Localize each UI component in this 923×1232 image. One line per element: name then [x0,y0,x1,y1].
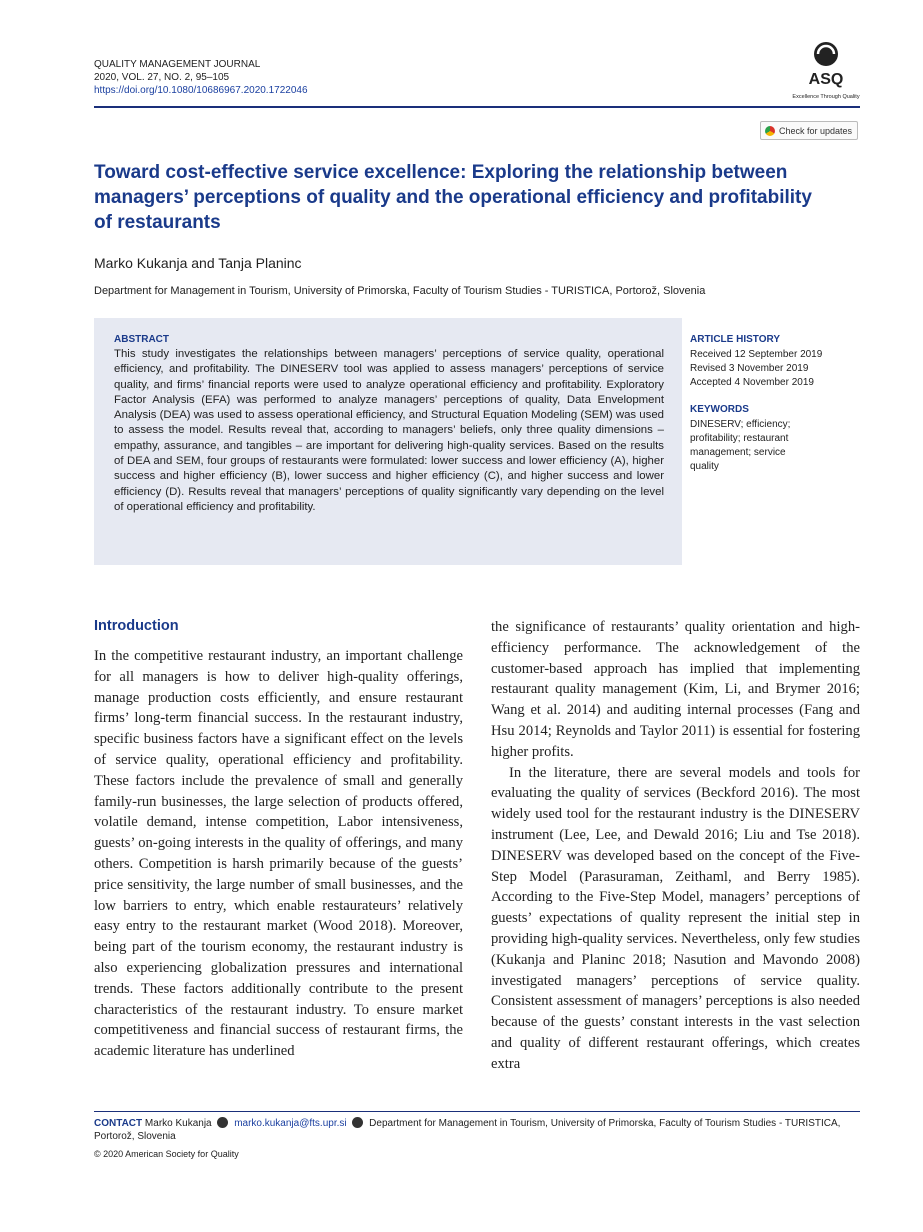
received-date: Received 12 September 2019 [690,349,823,360]
journal-name: QUALITY MANAGEMENT JOURNAL [94,59,261,70]
check-updates-button[interactable] [760,121,858,140]
authors: Marko Kukanja and Tanja Planinc [94,255,302,271]
doi-link[interactable]: https://doi.org/10.1080/10686967.2020.1722046 [94,85,308,96]
abstract-text: This study investigates the relationships between managers’ perceptions of service quality, operational efficiency, and profitability. The DINESERV tool was applied to assess managers’ perceptions of service quality, and firms’ financial reports were used to analyze operational efficiency and profitability. Exploratory Factor Analysis (EFA) was performed to analyze managers’ perceptions of quality, Data Envelopment Analysis (DEA) was used to assess operational efficiency, and Structural Equation Modeling (SEM) was used to assess the model. Results reveal that, according to managers’ beliefs, only three quality dimensions – empathy, assurance, and tangibles – are important for delivering high-quality services. Based on the results of DEA and SEM, four groups of restaurants were formulated: lower success and lower efficiency (A), higher success and higher efficiency (B), lower success and higher efficiency (C), and higher success and lower efficiency (D). Results reveal that managers’ perceptions of quality significantly vary depending on the level of operational efficiency and profitability. [114,348,664,513]
revised-date: Revised 3 November 2019 [690,363,809,374]
address-icon [352,1117,363,1128]
article-title: Toward cost-effective service excellence: Exploring the relationship between managers’ perceptions of quality and the operational efficiency and profitability of restaurants [94,162,812,233]
asq-logo [792,40,860,104]
check-updates-label: Check for updates [779,125,853,136]
copyright: © 2020 American Society for Quality [94,1149,239,1159]
logo-text: ASQ [808,71,844,88]
journal-header [94,58,308,97]
contact-label: CONTACT [94,1118,143,1129]
article-history-heading: ARTICLE HISTORY [690,334,781,345]
email-icon [217,1117,228,1128]
body-column-right [491,617,860,1075]
affiliation: Department for Management in Tourism, University of Primorska, Faculty of Tourism Studies - TURISTICA, Portorož, Slovenia [94,285,706,297]
contact-footer [94,1117,860,1143]
accepted-date: Accepted 4 November 2019 [690,377,814,388]
paragraph: In the competitive restaurant industry, an important challenge for all managers is how to deliver high-quality offerings, manage production costs efficiently, and ensure restaurant firms’ long-term financial success. In the restaurant industry, specific business factors have a significant effect on the levels of service quality, operational efficiency and profitability. These factors include the prevalence of small and generally family-run businesses, the large selection of products offered, volatile demand, intense competition, Labor intensiveness, guests’ on-going interests in the quality of offerings, and many others. Competition is harsh primarily because of the guests’ price sensitivity, the large number of small businesses, and the low barriers to entry, which enable restaurateurs’ relatively easy entry to the restaurant market (Wood 2018). Moreover, being part of the tourism economy, the restaurant industry is also experiencing globalization pressures and international trends. These factors additionally contribute to the present characteristics of the restaurant industry. To ensure market competitiveness and financial success of restaurant firms, the academic literature has underlined [94,648,463,1060]
keywords-heading: KEYWORDS [690,404,749,415]
logo-tagline: Excellence Through Quality [792,94,860,100]
intro-heading: Introduction [94,618,179,634]
contact-address: Department for Management in Tourism, University of Primorska, Faculty of Tourism Studies - TURISTICA, Portorož, Slovenia [94,1118,841,1142]
header-rule [94,106,860,108]
abstract-heading: ABSTRACT [114,334,169,345]
contact-email[interactable]: marko.kukanja@fts.upr.si [234,1118,347,1129]
paragraph: the significance of restaurants’ quality orientation and high-efficiency performance. The acknowledgement of the customer-based approach has implied that implementing restaurant quality management (Kim, Li, and Brymer 2016; Wang et al. 2014) and auditing internal processes (Fang and Hsu 2014; Reynolds and Taylor 2011) is essential for fostering higher profits. [491,619,860,760]
paragraph: In the literature, there are several models and tools for evaluating the quality of services (Beckford 2016). The most widely used tool for the restaurant industry is the DINESERV instrument (Lee, Lee, and Dewald 2016; Liu and Tse 2018). DINESERV was developed based on the concept of the Five-Step Model (Parasuraman, Zeithaml, and Berry 1985). According to the Five-Step Model, managers’ perceptions of guests’ expectations of quality represent the initial step in providing high-quality services. Nevertheless, only few studies (Kukanja and Planinc 2018; Nasution and Mavondo 2008) investigated managers’ perceptions of service quality. Consistent assessment of managers’ perceptions is also needed because of the guests’ constant interests in the vast selection and quality of different restaurant offerings, which creates extra [491,764,860,1072]
footer-rule [94,1111,860,1112]
body-column-left [94,646,463,1062]
journal-issue: 2020, VOL. 27, NO. 2, 95–105 [94,72,230,83]
contact-name: Marko Kukanja [144,1118,212,1129]
keywords-text: DINESERV; efficiency; profitability; restaurant management; service quality [690,419,791,472]
crossmark-icon [765,126,775,136]
